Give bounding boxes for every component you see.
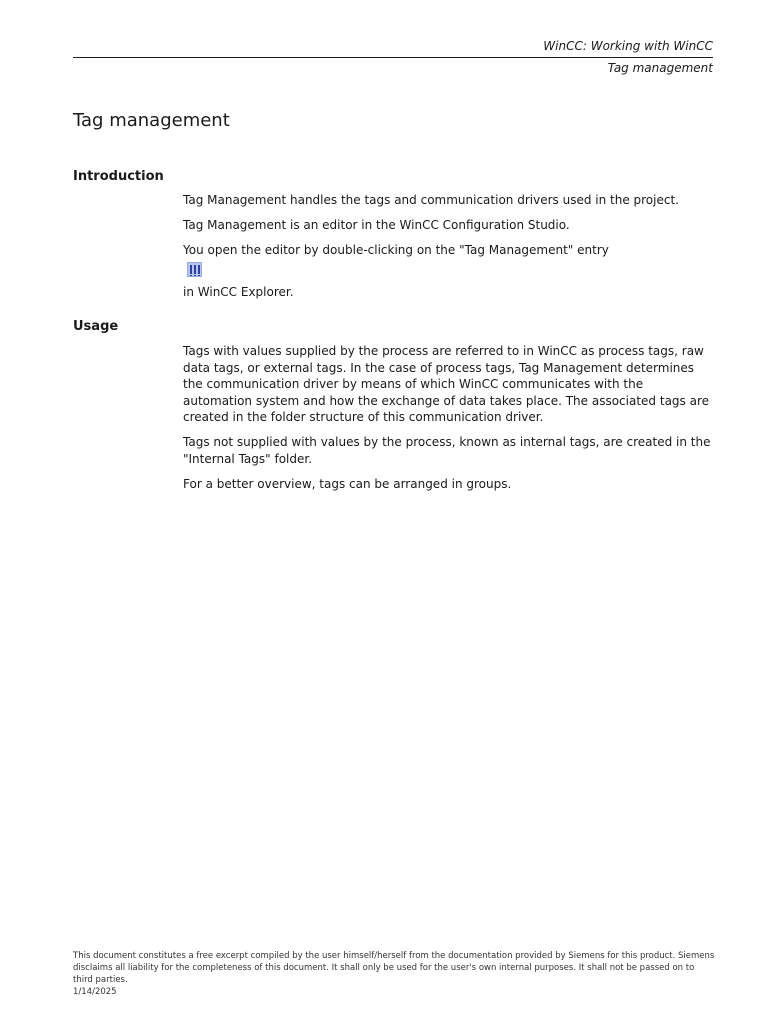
usage-body-3 <box>183 476 714 493</box>
page-title: Tag management <box>73 110 230 131</box>
introduction-body-2 <box>183 217 714 234</box>
introduction-body <box>183 192 714 209</box>
introduction-heading: Introduction <box>73 169 164 184</box>
intro-paragraph-2: Tag Management is an editor in the WinCC Configuration Studio. <box>183 218 570 232</box>
page-footer <box>73 950 715 998</box>
usage-body-1 <box>183 343 714 426</box>
book-title: WinCC: Working with WinCC <box>73 38 713 58</box>
chapter-title: Tag management <box>607 61 713 75</box>
tag-management-icon <box>187 262 202 277</box>
usage-paragraph-2: Tags not supplied with values by the process, known as internal tags, are created in the "Internal Tags" folder. <box>183 435 711 466</box>
usage-body-2 <box>183 434 714 467</box>
usage-paragraph-3: For a better overview, tags can be arranged in groups. <box>183 477 512 491</box>
intro-paragraph-1: Tag Management handles the tags and communication drivers used in the project. <box>183 193 679 207</box>
intro-paragraph-4: in WinCC Explorer. <box>183 285 294 299</box>
introduction-body-4 <box>183 284 714 301</box>
usage-paragraph-1: Tags with values supplied by the process are referred to in WinCC as process tags, raw data tags, or external tags. In the case of process tags, Tag Management determines the communication driver by means of which WinCC communicates with the automation system and how the exchange of data takes place. The associated tags are created in the folder structure of this communication driver. <box>183 344 710 424</box>
footer-date: 1/14/2025 <box>73 987 117 997</box>
introduction-body-3 <box>183 242 714 259</box>
footer-disclaimer: This document constitutes a free excerpt compiled by the user himself/herself from the documentation provided by Siemens for this product. Siemens disclaims all liability for the completeness of this document. It shall only be used for the user's own internal purposes. It shall not be passed on to third parties. <box>73 951 715 985</box>
intro-paragraph-3: You open the editor by double-clicking on the "Tag Management" entry <box>183 243 609 257</box>
usage-heading: Usage <box>73 319 119 334</box>
running-header <box>73 38 713 76</box>
